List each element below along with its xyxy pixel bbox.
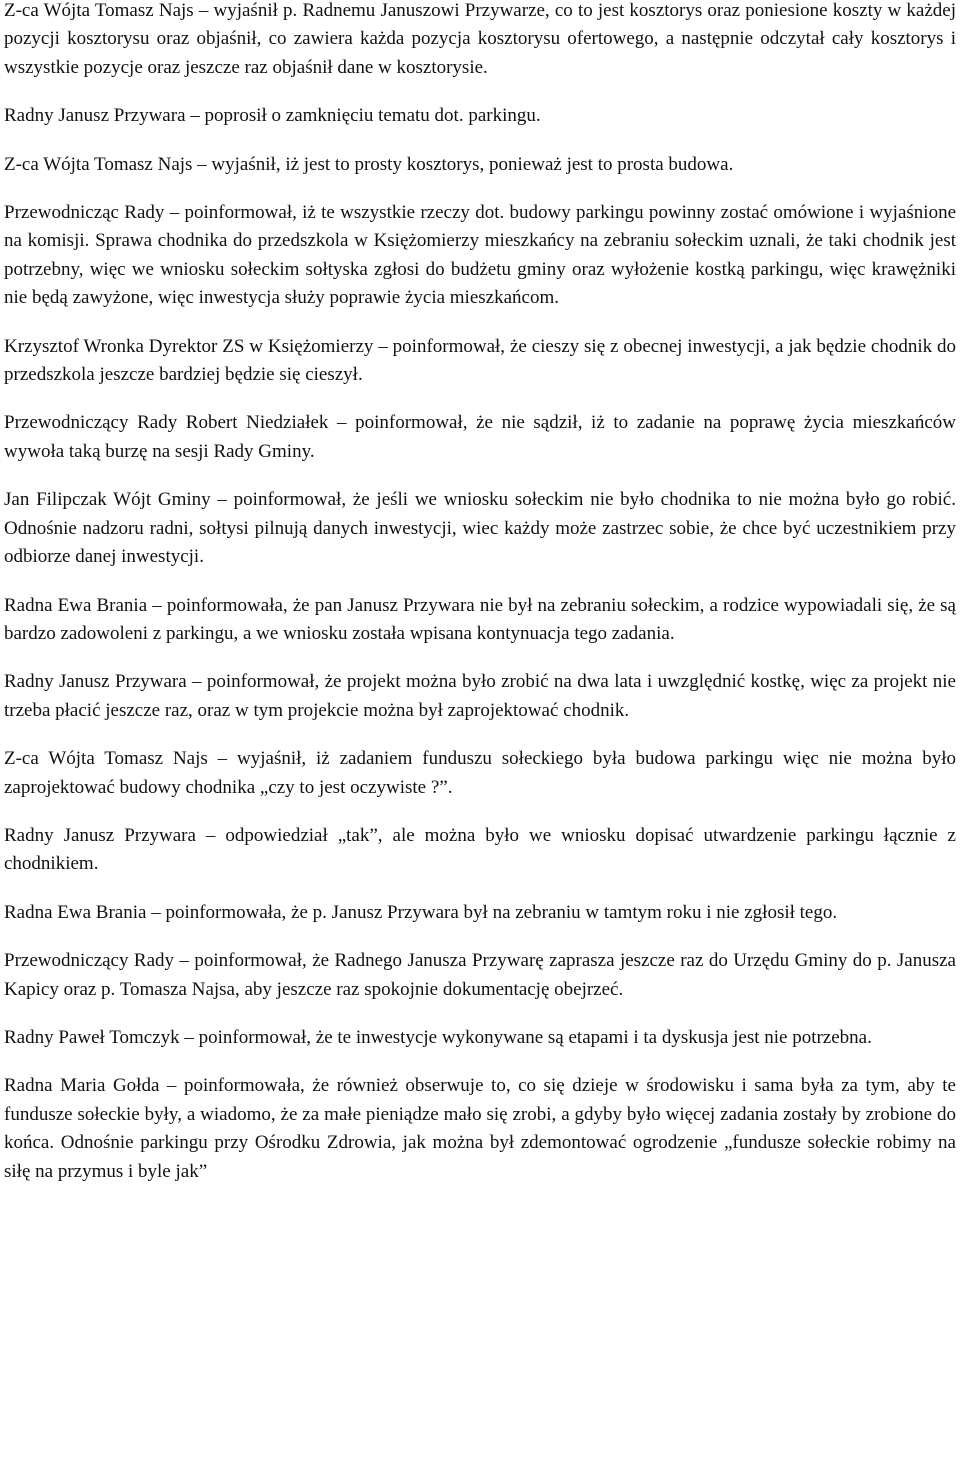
paragraph-10: Z-ca Wójta Tomasz Najs – wyjaśnił, iż zadaniem funduszu sołeckiego była budowa parkingu więc nie można było zaprojektować budowy chodnika „czy to jest oczywiste ?”.	[4, 748, 956, 798]
paragraph-8: Radna Ewa Brania – poinformowała, że pan Janusz Przywara nie był na zebraniu sołeckim, a rodzice wypowiadali się, że są bardzo zadowoleni z parkingu, a we wniosku została wpisana kontynuacja tego zadania.	[4, 594, 956, 644]
paragraph-1: Z-ca Wójta Tomasz Najs – wyjaśnił p. Radnemu Januszowi Przywarze, co to jest kosztorys oraz poniesione koszty w każdej pozycji kosztorysu oraz objaśnił, co zawiera każda pozycja kosztorysu ofertowego, a następnie odczytał cały kosztorys i wszystkie pozycje oraz jeszcze raz objaśnił dane w kosztorysie.	[4, 0, 956, 78]
paragraph-3: Z-ca Wójta Tomasz Najs – wyjaśnił, iż jest to prosty kosztorys, ponieważ jest to prosta budowa.	[4, 153, 734, 175]
paragraph-4: Przewodnicząc Rady – poinformował, iż te wszystkie rzeczy dot. budowy parkingu powinny zostać omówione i wyjaśnione na komisji. Sprawa chodnika do przedszkola w Księżomierzy mieszkańcy na zebraniu sołeckim uznali, że taki chodnik jest potrzebny, więc we wniosku sołeckim sołtyska zgłosi do budżetu gminy oraz wyłożenie kostką parkingu, więc krawężniki nie będą zawyżone, więc inwestycja służy poprawie życia mieszkańcom.	[4, 202, 956, 309]
paragraph-7: Jan Filipczak Wójt Gminy – poinformował, że jeśli we wniosku sołeckim nie było chodnika to nie można było go robić. Odnośnie nadzoru radni, sołtysi pilnują danych inwestycji, wiec każdy może zastrzec sobie, że chce być uczestnikiem przy odbiorze danej inwestycji.	[4, 489, 956, 568]
paragraph-12: Radna Ewa Brania – poinformowała, że p. Janusz Przywara był na zebraniu w tamtym roku i nie zgłosił tego.	[4, 901, 838, 923]
paragraph-11: Radny Janusz Przywara – odpowiedział „tak”, ale można było we wniosku dopisać utwardzenie parkingu łącznie z chodnikiem.	[4, 824, 956, 875]
paragraph-14: Radny Paweł Tomczyk – poinformował, że te inwestycje wykonywane są etapami i ta dyskusja jest nie potrzebna.	[4, 1026, 872, 1048]
paragraph-13: Przewodniczący Rady – poinformował, że Radnego Janusza Przywarę zaprasza jeszcze raz do Urzędu Gminy do p. Janusza Kapicy oraz p. Tomasza Najsa, aby jeszcze raz spokojnie dokumentację obejrzeć.	[4, 950, 956, 1000]
paragraph-6: Przewodniczący Rady Robert Niedziałek – poinformował, że nie sądził, iż to zadanie na poprawę życia mieszkańców wywoła taką burzę na sesji Rady Gminy.	[4, 412, 956, 462]
paragraph-9: Radny Janusz Przywara – poinformował, że projekt można było zrobić na dwa lata i uwzględnić kostkę, więc za projekt nie trzeba płacić jeszcze raz, oraz w tym projekcie można był zaprojektować chodnik.	[4, 671, 956, 721]
paragraph-15: Radna Maria Gołda – poinformowała, że również obserwuje to, co się dzieje w środowisku i sama była za tym, aby te fundusze sołeckie były, a wiadomo, że za małe pieniądze mało się zrobi, a gdyby było więcej zadania zostały by zrobione do końca. Odnośnie parkingu przy Ośrodku Zdrowia, jak można był zdemontować ogrodzenie „fundusze sołeckie robimy na siłę na przymus i byle jak”	[4, 1075, 956, 1182]
paragraph-5: Krzysztof Wronka Dyrektor ZS w Księżomierzy – poinformował, że cieszy się z obecnej inwestycji, a jak będzie chodnik do przedszkola jeszcze bardziej będzie się cieszył.	[4, 335, 956, 386]
paragraph-2: Radny Janusz Przywara – poprosił o zamknięciu tematu dot. parkingu.	[4, 105, 541, 127]
